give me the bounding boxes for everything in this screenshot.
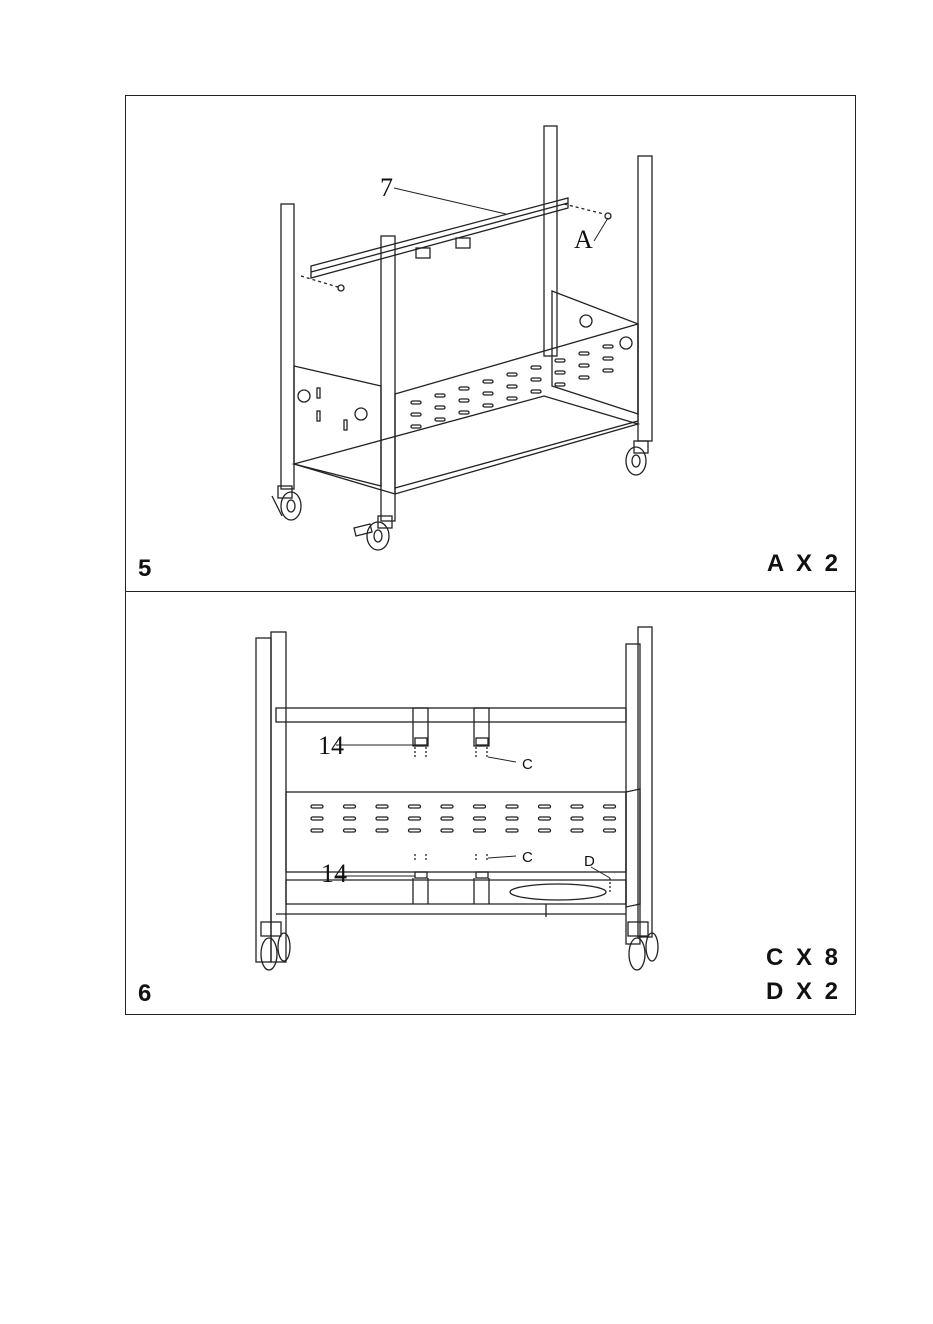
instruction-frame (125, 95, 856, 1015)
panel-slot (409, 805, 421, 808)
upper-bracket-right (474, 708, 489, 757)
panel-slot (435, 406, 445, 409)
panel-slot (531, 390, 541, 393)
panel-slot (411, 425, 421, 428)
panel-slot (555, 359, 565, 362)
panel-slot (539, 817, 551, 820)
panel-slot (474, 829, 486, 832)
panel-slot (376, 829, 388, 832)
panel-slot (411, 401, 421, 404)
panel-slot (571, 805, 583, 808)
panel-slot (474, 817, 486, 820)
step-5-quantity: A X 2 (766, 550, 841, 577)
back-left-leg (281, 204, 294, 489)
panel-slot (579, 376, 589, 379)
step-5-illustration (126, 96, 857, 591)
panel-slot (571, 817, 583, 820)
panel-slot (604, 829, 616, 832)
panel-slot (441, 829, 453, 832)
front-panel-slots (311, 805, 616, 832)
callout-7: 7 (380, 173, 393, 202)
step-6-illustration (126, 592, 857, 1014)
panel-slot (531, 366, 541, 369)
panel-slot (507, 397, 517, 400)
panel-slot (411, 413, 421, 416)
step-5-number: 5 (138, 555, 152, 582)
panel-slot (604, 805, 616, 808)
panel-slot (474, 805, 486, 808)
panel-slot (441, 805, 453, 808)
callout-c-lower: C (522, 849, 533, 866)
panel-slot (344, 829, 356, 832)
panel-slot (539, 829, 551, 832)
callout-d: D (584, 853, 595, 870)
panel-slot (311, 817, 323, 820)
panel-slot (571, 829, 583, 832)
panel-slot (506, 829, 518, 832)
back-panel (294, 324, 638, 494)
panel-slot (409, 817, 421, 820)
leader-c-upper (488, 757, 516, 762)
leader-c-lower (488, 856, 516, 858)
lower-bracket-left (413, 854, 428, 904)
callout-c-upper: C (522, 756, 533, 773)
panel-slot (579, 352, 589, 355)
panel-slot (506, 805, 518, 808)
panel-slot (483, 380, 493, 383)
panel-slot (344, 805, 356, 808)
left-back-leg (256, 638, 271, 962)
caster-back-right (626, 441, 648, 475)
step-6-panel (126, 592, 855, 1014)
panel-slot (459, 399, 469, 402)
panel-slot (579, 364, 589, 367)
panel-slot (483, 404, 493, 407)
right-side-panel (552, 291, 638, 414)
callout-a: A (574, 225, 593, 254)
panel-slot (531, 378, 541, 381)
callout-14-upper: 14 (318, 731, 344, 760)
step-6-number: 6 (138, 980, 152, 1007)
upper-bracket-left (413, 708, 428, 757)
panel-slot (555, 383, 565, 386)
screw-path-left (301, 276, 341, 288)
panel-slot (376, 805, 388, 808)
panel-slot (459, 411, 469, 414)
lower-bracket-right (474, 854, 489, 904)
rail-part-7 (311, 198, 568, 278)
front-left-leg (381, 236, 395, 521)
right-panel-hole (580, 315, 592, 327)
panel-slot (604, 817, 616, 820)
screw-path-right (564, 204, 604, 214)
panel-slot (409, 829, 421, 832)
step-6-quantity-c: C X 8 (765, 944, 841, 971)
upper-rail (276, 708, 626, 722)
panel-slot (507, 373, 517, 376)
panel-slot (311, 829, 323, 832)
panel-slot (603, 369, 613, 372)
step-5-panel (126, 96, 855, 591)
left-front-leg (271, 632, 286, 962)
panel-slot (506, 817, 518, 820)
panel-slot (441, 817, 453, 820)
back-panel-slots (411, 345, 613, 428)
caster-right (628, 922, 658, 970)
panel-slot (311, 805, 323, 808)
panel-slot (539, 805, 551, 808)
panel-slot (376, 817, 388, 820)
callout-14-lower: 14 (321, 859, 347, 888)
panel-slot (435, 394, 445, 397)
step-6-quantity-d: D X 2 (765, 978, 841, 1005)
caster-front-left (272, 486, 301, 520)
leader-a (594, 218, 608, 241)
back-right-leg (544, 126, 557, 356)
right-panel-hole-2 (620, 337, 632, 349)
panel-slot (603, 345, 613, 348)
panel-slot (507, 385, 517, 388)
panel-slot (344, 817, 356, 820)
front-right-leg (638, 156, 652, 441)
panel-slot (555, 371, 565, 374)
leader-7 (394, 188, 506, 214)
panel-slot (483, 392, 493, 395)
shelf-hole (510, 884, 606, 900)
panel-slot (435, 418, 445, 421)
panel-slot (459, 387, 469, 390)
panel-slot (603, 357, 613, 360)
screw-a-left (338, 285, 344, 291)
